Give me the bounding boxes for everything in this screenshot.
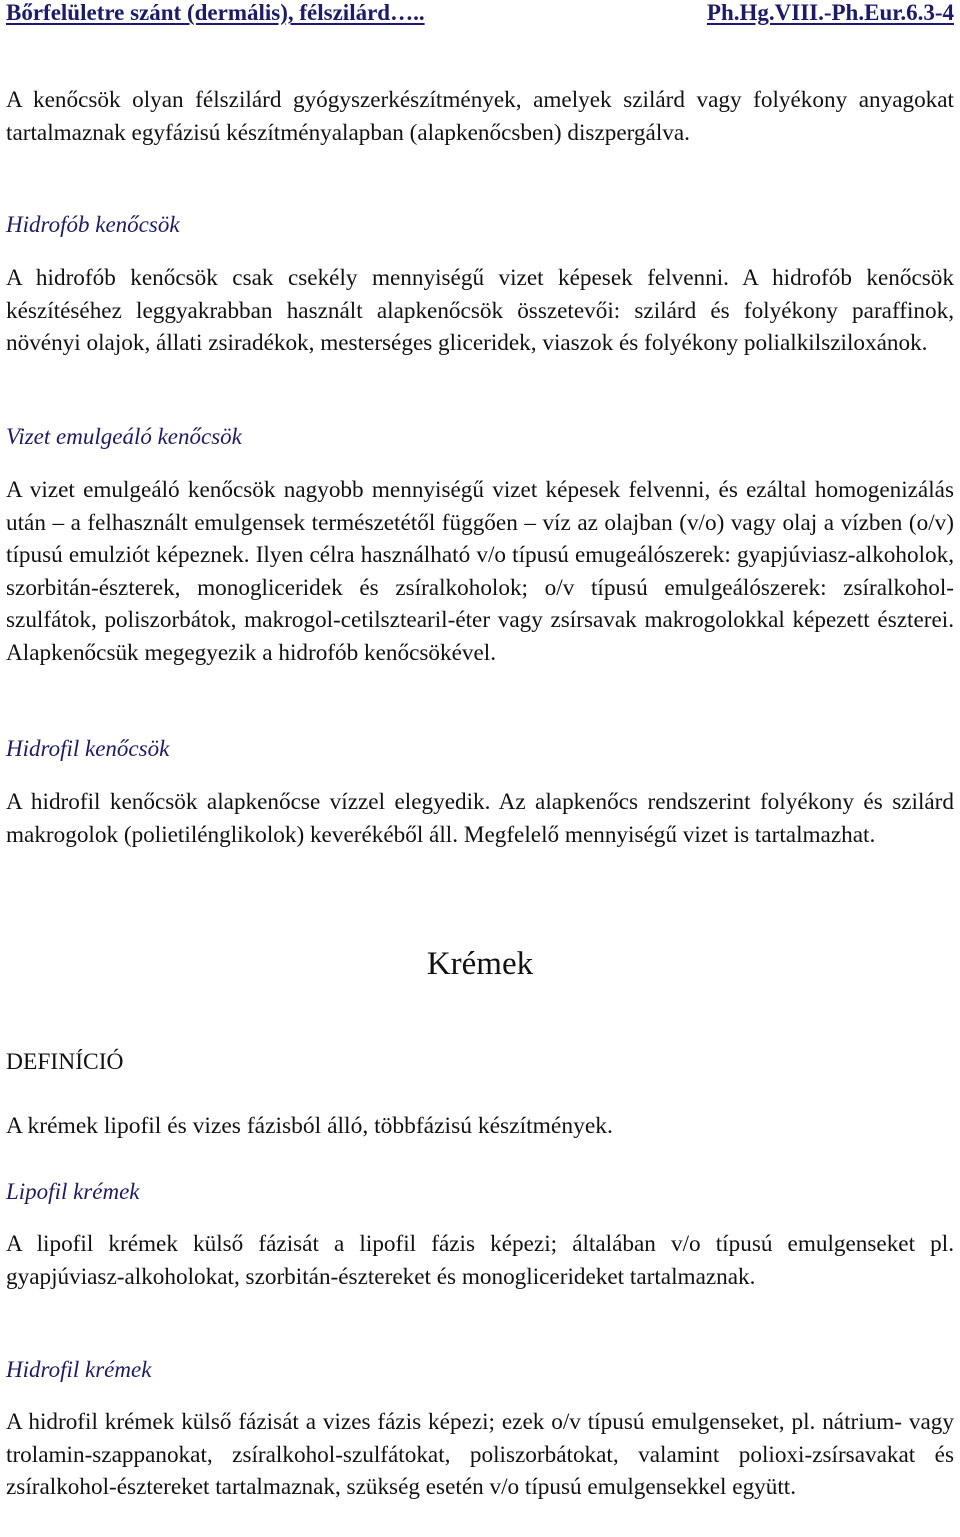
hidrofil-body: A hidrofil krémek külső fázisát a vizes fázis képezi; ezek o/v típusú emulgenseket, pl. nátrium- vagy trolamin-szappanokat, zsíralkohol-szulfátokat, poliszorbátokat, valamint polioxi-zsírsavakat és zsíralkohol-észtereket tartalmaznak, szükség esetén v/o típusú emulgensekkel együtt. xyxy=(6,1409,954,1500)
cream-title: Krémek xyxy=(426,946,534,982)
section-heading-hidrofil: Hidrofil kenőcsök xyxy=(6,736,170,761)
lipofil-heading: Lipofil krémek xyxy=(6,1179,140,1204)
header-title: Bőrfelületre szánt (dermális), félszilárd….. xyxy=(6,0,425,25)
section-body-hidrofob: A hidrofób kenőcsök csak csekély mennyiségű vizet képesek felvenni. A hidrofób kenőcsök készítéséhez leggyakrabban használt alapkenőcsök összetevői: szilárd és folyékony paraffinok, növényi olajok, állati zsiradékok, mesterséges gliceridek, viaszok és folyékony polialkilsziloxánok. xyxy=(6,265,954,356)
page-header xyxy=(6,0,954,34)
section-body-hidrofil: A hidrofil kenőcsök alapkenőcse vízzel elegyedik. Az alapkenőcs rendszerint folyékony és szilárd makrogolok (polietilénglikolok) keverékéből áll. Megfelelő mennyiségű vizet is tartalmazhat. xyxy=(6,789,954,848)
section-body-emulgealo: A vizet emulgeáló kenőcsök nagyobb mennyiségű vizet képesek felvenni, és ezáltal homogenizálás után – a felhasznált emulgensek természetétől függően – víz az olajban (v/o) vagy olaj a vízben (o/v) típusú emulziót képeznek. Ilyen célra használható v/o típusú emugeálószerek: gyapjúviasz-alkoholok, szorbitán-észterek, monogliceridek és zsíralkoholok; o/v típusú emulgeálószerek: zsíralkohol-szulfátok, poliszorbátok, makrogol-cetilsztearil-éter vagy zsírsavak makrogolokkal képezett észterei. Alapkenőcsük megegyezik a hidrofób kenőcsökével. xyxy=(6,477,954,666)
section-heading-emulgealo: Vizet emulgeáló kenőcsök xyxy=(6,424,242,449)
intro-paragraph: A kenőcsök olyan félszilárd gyógyszerkészítmények, amelyek szilárd vagy folyékony anyagokat tartalmaznak egyfázisú készítményalapban (alapkenőcsben) diszpergálva. xyxy=(6,87,954,146)
lipofil-body: A lipofil krémek külső fázisát a lipofil fázis képezi; általában v/o típusú emulgenseket pl. gyapjúviasz-alkoholokat, szorbitán-észtereket és monoglicerideket tartalmaznak. xyxy=(6,1231,954,1290)
section-heading-hidrofob: Hidrofób kenőcsök xyxy=(6,212,180,237)
hidrofil-heading: Hidrofil krémek xyxy=(6,1357,152,1382)
definition-label: DEFINÍCIÓ xyxy=(6,1049,124,1075)
definition-text: A krémek lipofil és vizes fázisból álló, többfázisú készítmények. xyxy=(6,1113,613,1139)
header-reference: Ph.Hg.VIII.-Ph.Eur.6.3-4 xyxy=(706,0,954,25)
